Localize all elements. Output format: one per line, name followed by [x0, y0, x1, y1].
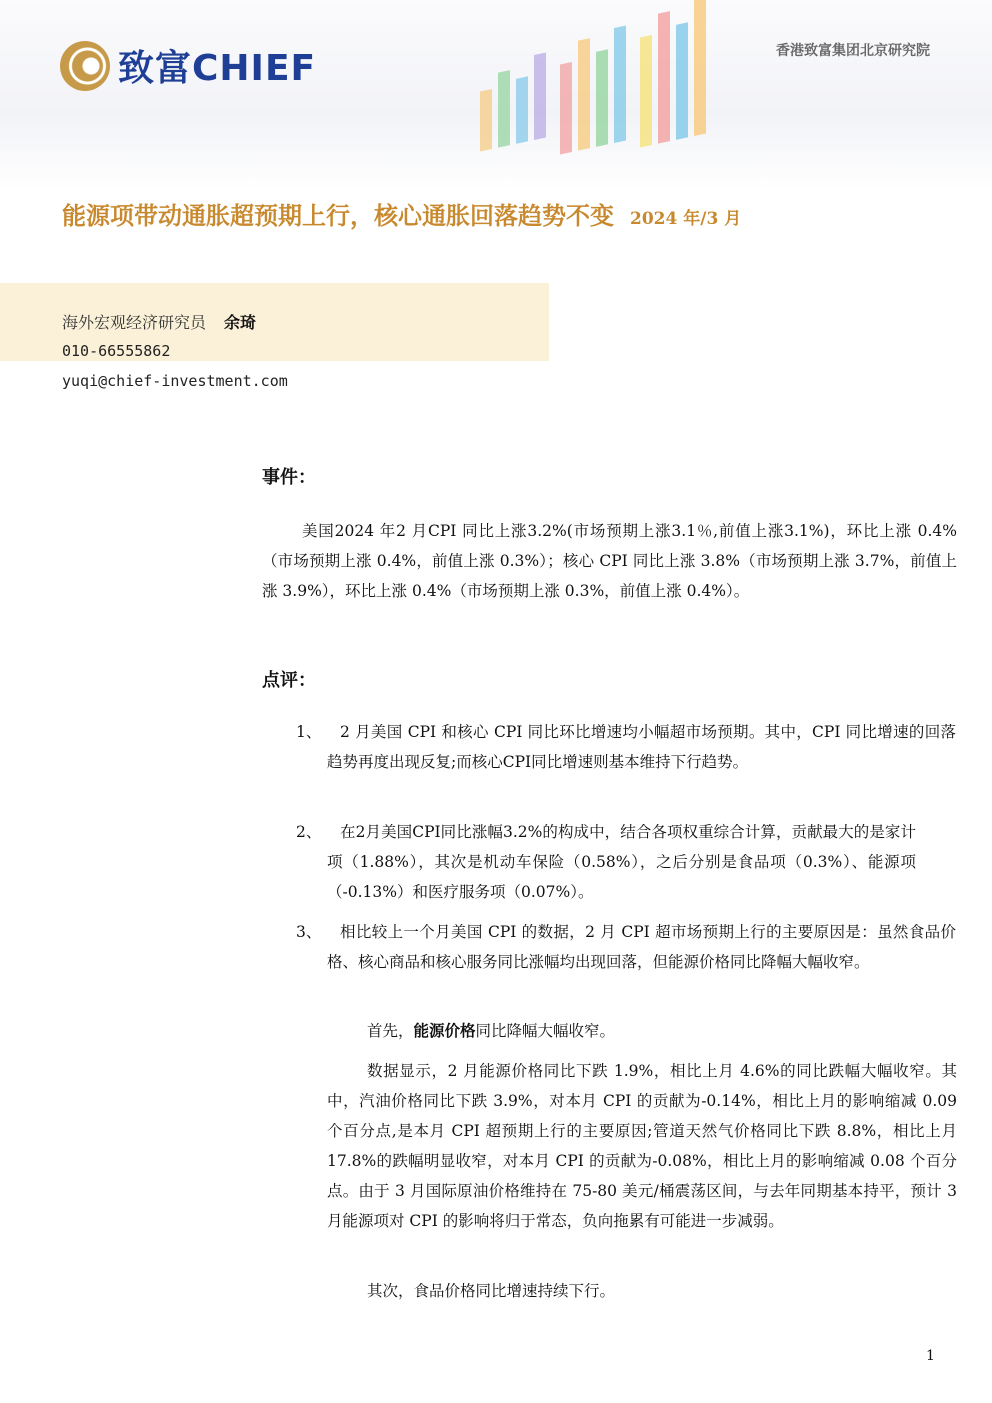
item-text: 在2月美国CPI同比涨幅3.2%的构成中，结合各项权重综合计算，贡献最大的是家计项（1.88%），其次是机动车保险（0.58%），之后分别是食品项（0.3%）、能源项（-0.13%）和医疗服务项（0.07%）。: [327, 823, 916, 901]
author-line: [62, 310, 256, 333]
comment-heading: 点评：: [262, 670, 316, 691]
first-prefix: 首先，: [367, 1022, 414, 1040]
logo-emblem-icon: [60, 41, 110, 91]
report-title-row: [62, 196, 741, 231]
report-title: 能源项带动通胀超预期上行，核心通胀回落趋势不变: [62, 201, 614, 230]
author-name: 余琦: [224, 313, 257, 332]
energy-data-paragraph: 数据显示，2 月能源价格同比下跌 1.9%，相比上月 4.6%的同比跌幅大幅收窄。其中，汽油价格同比下跌 3.9%，对本月 CPI 的贡献为-0.14%，相比上月的影响缩减 0.09 个百分点,是本月 CPI 超预期上行的主要原因;管道天然气价格同比下跌 8.8%，相比上月 17.8%的跌幅明显收窄，对本月 CPI 的贡献为-0.08%，相比上月的影响缩减 0.08 个百分点。由于 3 月国际原油价格维持在 75-80 美元/桶震荡区间，与去年同期基本持平，预计 3 月能源项对 CPI 的影响将归于常态，负向拖累有可能进一步减弱。: [327, 1062, 957, 1230]
item-text: 相比较上一个月美国 CPI 的数据，2 月 CPI 超市场预期上行的主要原因是：虽然食品价格、核心商品和核心服务同比涨幅均出现回落，但能源价格同比降幅大幅收窄。: [327, 923, 956, 971]
first-point: [327, 1016, 957, 1046]
header-banner: [0, 0, 992, 190]
page-number: 1: [926, 1348, 935, 1364]
comment-item-2: [296, 817, 916, 907]
item-number: 3、: [296, 923, 322, 941]
decorative-bar-chart-image: [440, 0, 740, 175]
author-role: 海外宏观经济研究员: [62, 313, 207, 332]
author-email[interactable]: yuqi@chief-investment.com: [62, 372, 288, 390]
company-logo: [60, 40, 316, 91]
item-text: 2 月美国 CPI 和核心 CPI 同比环比增速均小幅超市场预期。其中，CPI 同比增速的回落趋势再度出现反复;而核心CPI同比增速则基本维持下行趋势。: [327, 723, 956, 771]
institute-name: 香港致富集团北京研究院: [776, 43, 930, 59]
logo-text: 致富CHIEF: [118, 48, 317, 89]
first-bold: 能源价格: [413, 1021, 476, 1040]
comment-item-3: [296, 917, 956, 977]
comment-item-1: [296, 717, 956, 777]
author-phone: 010-66555862: [62, 342, 171, 360]
item-number: 2、: [296, 823, 322, 841]
first-suffix: 同比降幅大幅收窄。: [475, 1022, 616, 1040]
event-heading: 事件：: [262, 467, 316, 488]
event-paragraph: 美国2024 年2 月CPI 同比上涨3.2%(市场预期上涨3.1％,前值上涨3.1%)，环比上涨 0.4%（市场预期上涨 0.4%，前值上涨 0.3%）；核心 CPI 同比上涨 3.8%（市场预期上涨 3.7%，前值上涨 3.9%），环比上涨 0.4%（市场预期上涨 0.3%，前值上涨 0.4%）。: [262, 522, 957, 600]
second-point: 其次，食品价格同比增速持续下行。: [367, 1282, 616, 1300]
report-date: 2024 年/3 月: [630, 209, 742, 229]
item-number: 1、: [296, 723, 322, 741]
